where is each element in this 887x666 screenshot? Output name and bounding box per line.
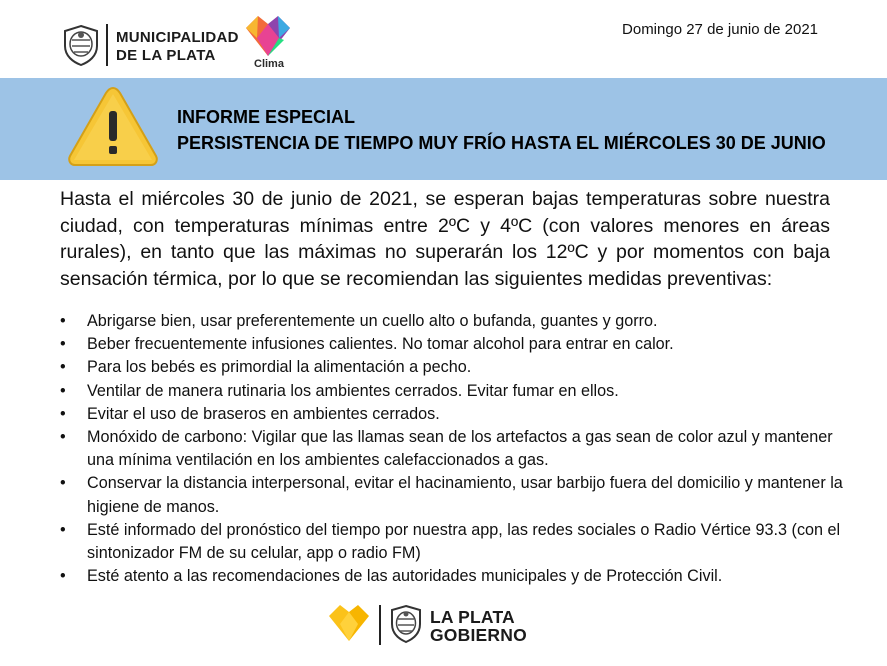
list-item (60, 519, 850, 565)
gov-line-2: GOBIERNO (430, 625, 527, 645)
bullet-marker: • (60, 404, 66, 423)
logo-line-2: DE LA PLATA (116, 47, 216, 64)
alert-title-line-2: PERSISTENCIA DE TIEMPO MUY FRÍO HASTA EL MIÉRCOLES 30 DE JUNIO (177, 133, 826, 153)
bullet-marker: • (60, 474, 66, 493)
yellow-heart-logo-icon (328, 604, 370, 642)
list-item-text: Monóxido de carbono: Vigilar que las llamas sean de los artefactos a gas sean de color azul y mantener una mínima ventilación en los ambientes calefaccionados a gas. (87, 428, 833, 470)
list-item-text: Esté atento a las recomendaciones de las autoridades municipales y de Protección Civil. (87, 567, 723, 586)
page-header (0, 0, 887, 78)
recommendations-list (60, 310, 850, 588)
list-item (60, 403, 850, 426)
list-item (60, 565, 850, 588)
government-logo-text (430, 608, 527, 644)
city-seal-footer-icon (389, 604, 423, 644)
list-item-text: Para los bebés es primordial la alimentación a pecho. (87, 358, 472, 377)
alert-title (177, 104, 826, 156)
report-date: Domingo 27 de junio de 2021 (622, 21, 818, 38)
list-item-text: Evitar el uso de braseros en ambientes cerrados. (87, 404, 440, 423)
gov-line-1: LA PLATA (430, 607, 515, 627)
bullet-marker: • (60, 335, 66, 354)
footer-divider (379, 605, 381, 645)
list-item-text: Conservar la distancia interpersonal, evitar el hacinamiento, usar barbijo fuera del domicilio y mantener la higiene de manos. (87, 474, 843, 516)
bullet-marker: • (60, 381, 66, 400)
list-item (60, 333, 850, 356)
list-item (60, 310, 850, 333)
intro-paragraph: Hasta el miércoles 30 de junio de 2021, se esperan bajas temperaturas sobre nuestra ciudad, con temperaturas mínimas entre 2ºC y 4ºC (con valores menores en áreas rurales), en tanto que las máximas no superarán los 12ºC y por momentos con baja sensación térmica, por lo que se recomiendan las siguientes medidas preventivas: (60, 188, 830, 290)
city-seal-icon (62, 24, 100, 66)
bullet-marker: • (60, 312, 66, 330)
clima-heart-logo-icon (244, 14, 292, 58)
logo-divider (106, 24, 108, 66)
alert-title-line-1: INFORME ESPECIAL (177, 107, 356, 127)
bullet-marker: • (60, 428, 66, 447)
list-item-text: Ventilar de manera rutinaria los ambientes cerrados. Evitar fumar en ellos. (87, 381, 619, 400)
warning-icon (66, 84, 160, 168)
bullet-marker: • (60, 358, 66, 377)
list-item (60, 426, 850, 472)
list-item-text: Beber frecuentemente infusiones calientes. No tomar alcohol para entrar en calor. (87, 335, 674, 354)
list-item (60, 380, 850, 403)
list-item-text: Abrigarse bien, usar preferentemente un cuello alto o bufanda, guantes y gorro. (87, 312, 658, 330)
clima-label: Clima (254, 58, 284, 70)
bullet-marker: • (60, 567, 66, 586)
list-item-text: Esté informado del pronóstico del tiempo por nuestra app, las redes sociales o Radio Vértice 93.3 (con el sintonizador FM de su celular, app o radio FM) (87, 520, 841, 563)
logo-line-1: MUNICIPALIDAD (116, 29, 239, 46)
municipality-logo-text (116, 29, 239, 65)
bullet-marker: • (60, 520, 66, 539)
list-item (60, 356, 850, 379)
list-item (60, 472, 850, 518)
